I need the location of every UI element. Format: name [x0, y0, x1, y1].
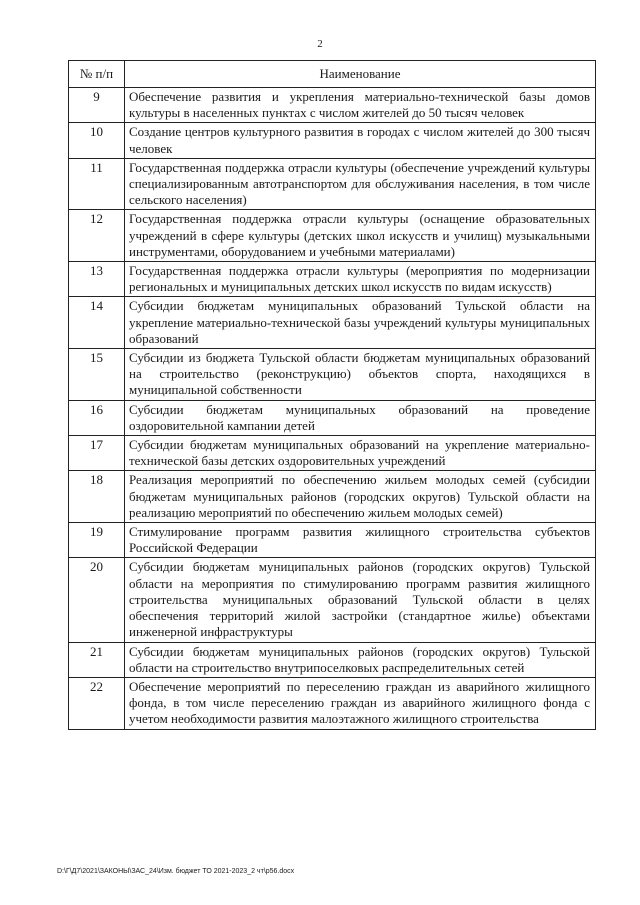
- table-header-row: [69, 61, 596, 88]
- row-number: 10: [69, 123, 125, 158]
- row-number: 14: [69, 297, 125, 349]
- row-name: Субсидии бюджетам муниципальных образований Тульской области на укрепление материально-технической базы учреждений культуры муниципальных образований: [125, 297, 596, 349]
- row-name: Субсидии бюджетам муниципальных районов (городских округов) Тульской области на мероприятия по стимулированию программ развития жилищного строительства муниципальных образований Тульской области в целях обеспечения территорий жилой застройки (стандартное жилье) объектами инженерной инфраструктуры: [125, 558, 596, 642]
- row-name: Государственная поддержка отрасли культуры (оснащение образовательных учреждений в сфере культуры (детских школ искусств и училищ) музыкальными инструментами, оборудованием и учебными материалами): [125, 210, 596, 262]
- row-number: 12: [69, 210, 125, 262]
- row-number: 9: [69, 88, 125, 123]
- header-number: № п/п: [69, 61, 125, 88]
- table-row: [69, 158, 596, 210]
- row-name: Реализация мероприятий по обеспечению жильем молодых семей (субсидии бюджетам муниципальных районов (городских округов) Тульской области на реализацию мероприятий по обеспечению жильем молодых семей): [125, 471, 596, 523]
- row-number: 19: [69, 523, 125, 558]
- table-row: [69, 642, 596, 677]
- row-name: Государственная поддержка отрасли культуры (мероприятия по модернизации региональных и муниципальных детских школ искусств по видам искусств): [125, 262, 596, 297]
- page-number: 2: [317, 38, 323, 50]
- table-row: [69, 436, 596, 471]
- row-number: 11: [69, 158, 125, 210]
- table-row: [69, 123, 596, 158]
- table-row: [69, 88, 596, 123]
- row-name: Субсидии бюджетам муниципальных образований на укрепление материально-технической базы детских оздоровительных учреждений: [125, 436, 596, 471]
- items-table: [68, 60, 596, 730]
- row-name: Создание центров культурного развития в городах с числом жителей до 300 тысяч человек: [125, 123, 596, 158]
- row-name: Обеспечение развития и укрепления материально-технической базы домов культуры в населенных пунктах с числом жителей до 50 тысяч человек: [125, 88, 596, 123]
- row-name: Стимулирование программ развития жилищного строительства субъектов Российской Федерации: [125, 523, 596, 558]
- table-row: [69, 558, 596, 642]
- table-row: [69, 523, 596, 558]
- table-row: [69, 297, 596, 349]
- row-number: 17: [69, 436, 125, 471]
- header-name: Наименование: [125, 61, 596, 88]
- row-number: 22: [69, 677, 125, 729]
- row-name: Обеспечение мероприятий по переселению граждан из аварийного жилищного фонда, в том числе переселению граждан из аварийного жилищного фонда с учетом необходимости развития малоэтажного жилищного строительства: [125, 677, 596, 729]
- row-number: 21: [69, 642, 125, 677]
- table-row: [69, 349, 596, 401]
- row-name: Субсидии бюджетам муниципальных образований на проведение оздоровительной кампании детей: [125, 400, 596, 435]
- row-number: 18: [69, 471, 125, 523]
- row-number: 16: [69, 400, 125, 435]
- table-row: [69, 400, 596, 435]
- row-name: Субсидии бюджетам муниципальных районов (городских округов) Тульской области на строительство внутрипоселковых распределительных сетей: [125, 642, 596, 677]
- table-row: [69, 471, 596, 523]
- row-number: 20: [69, 558, 125, 642]
- row-number: 15: [69, 349, 125, 401]
- table-row: [69, 677, 596, 729]
- table-row: [69, 210, 596, 262]
- row-number: 13: [69, 262, 125, 297]
- row-name: Субсидии из бюджета Тульской области бюджетам муниципальных образований на строительство (реконструкцию) объектов спорта, находящихся в муниципальной собственности: [125, 349, 596, 401]
- row-name: Государственная поддержка отрасли культуры (обеспечение учреждений культуры специализированным автотранспортом для обслуживания населения, в том числе сельского населения): [125, 158, 596, 210]
- table-row: [69, 262, 596, 297]
- footer-file-path: D:\Г\Д7\2021\ЗАКОНЫ\ЗАС_24\Изм. бюджет ТО 2021-2023_2 чт\р56.docx: [57, 868, 295, 875]
